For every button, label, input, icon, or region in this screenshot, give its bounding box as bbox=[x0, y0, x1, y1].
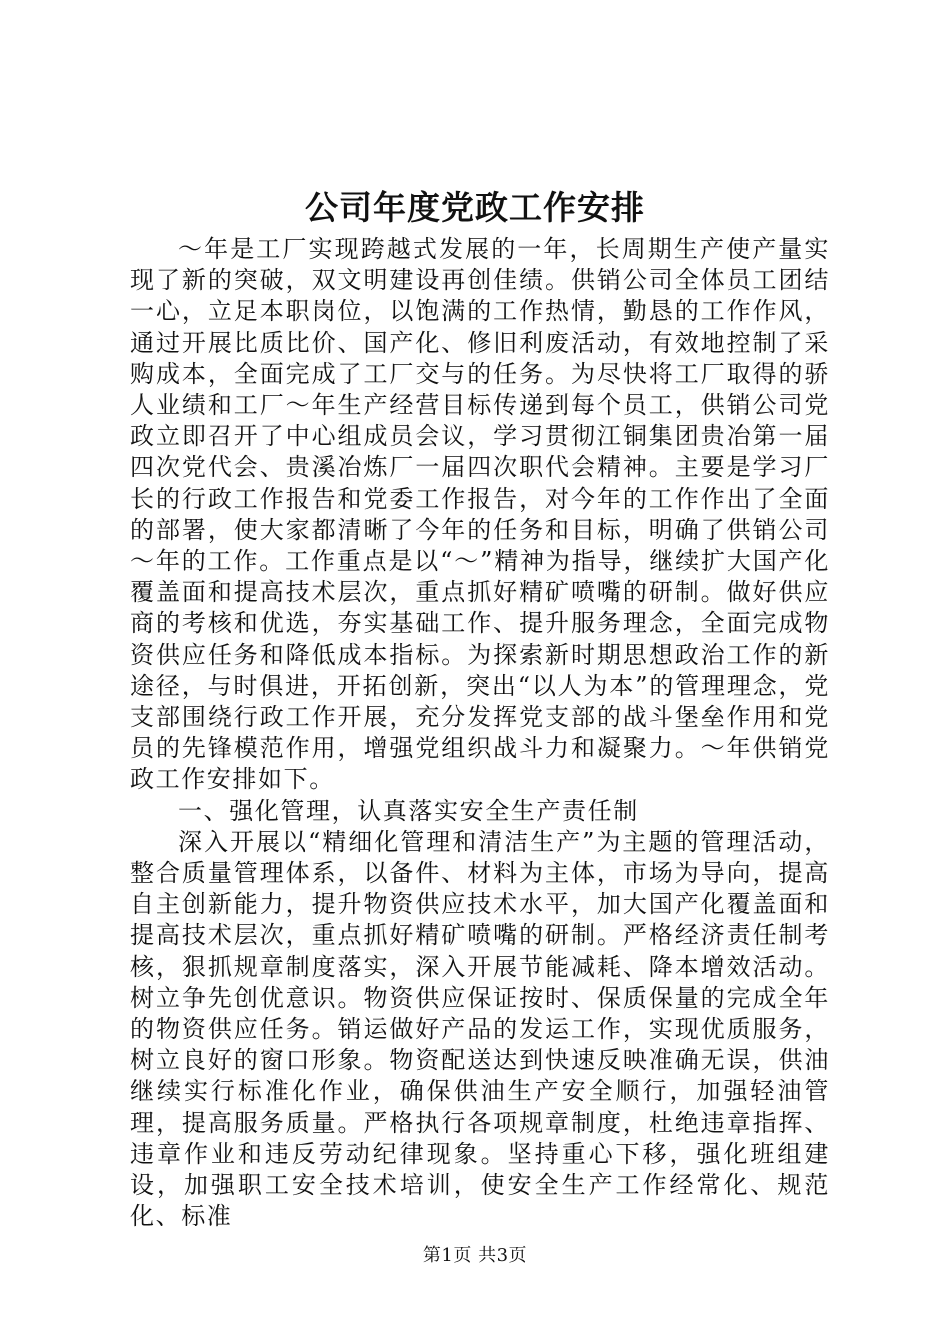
document-body bbox=[130, 234, 830, 1233]
page-footer: 第1页 共3页 bbox=[422, 1245, 528, 1266]
section-heading: 一、强化管理，认真落实安全生产责任制 bbox=[178, 796, 639, 825]
intro-paragraph: ～年是工厂实现跨越式发展的一年，长周期生产使产量实现了新的突破，双文明建设再创佳绩。供销公司全体员工团结一心，立足本职岗位，以饱满的工作热情，勤恳的工作作风，通过开展比质比价、国产化、修旧利废活动，有效地控制了采购成本，全面完成了工厂交与的任务。为尽快将工厂取得的骄人业绩和工厂～年生产经营目标传递到每个员工，供销公司党政立即召开了中心组成员会议，学习贯彻江铜集团贵冶第一届四次党代会、贵溪冶炼厂一届四次职代会精神。主要是学习厂长的行政工作报告和党委工作报告，对今年的工作作出了全面的部署，使大家都清晰了今年的任务和目标，明确了供销公司～年的工作。工作重点是以“～”精神为指导，继续扩大国产化覆盖面和提高技术层次，重点抓好精矿喷嘴的研制。做好供应商的考核和优选，夯实基础工作、提升服务理念，全面完成物资供应任务和降低成本指标。为探索新时期思想政治工作的新途径，与时俱进，开拓创新，突出“以人为本”的管理理念，党支部围绕行政工作开展，充分发挥党支部的战斗堡垒作用和党员的先锋模范作用，增强党组织战斗力和凝聚力。～年供销党政工作安排如下。 bbox=[130, 235, 830, 794]
section-paragraph: 深入开展以“精细化管理和清洁生产”为主题的管理活动，整合质量管理体系，以备件、材料为主体，市场为导向，提高自主创新能力，提升物资供应技术水平，加大国产化覆盖面和提高技术层次，重点抓好精矿喷嘴的研制。严格经济责任制考核，狠抓规章制度落实，深入开展节能减耗、降本增效活动。树立争先创优意识。物资供应保证按时、保质保量的完成全年的物资供应任务。销运做好产品的发运工作，实现优质服务，树立良好的窗口形象。物资配送达到快速反映准确无误，供油继续实行标准化作业，确保供油生产安全顺行，加强轻油管理，提高服务质量。严格执行各项规章制度，杜绝违章指挥、违章作业和违反劳动纪律现象。坚持重心下移，强化班组建设，加强职工安全技术培训，使安全生产工作经常化、规范化、标准 bbox=[130, 827, 830, 1231]
page-title: 公司年度党政工作安排 bbox=[305, 188, 645, 227]
